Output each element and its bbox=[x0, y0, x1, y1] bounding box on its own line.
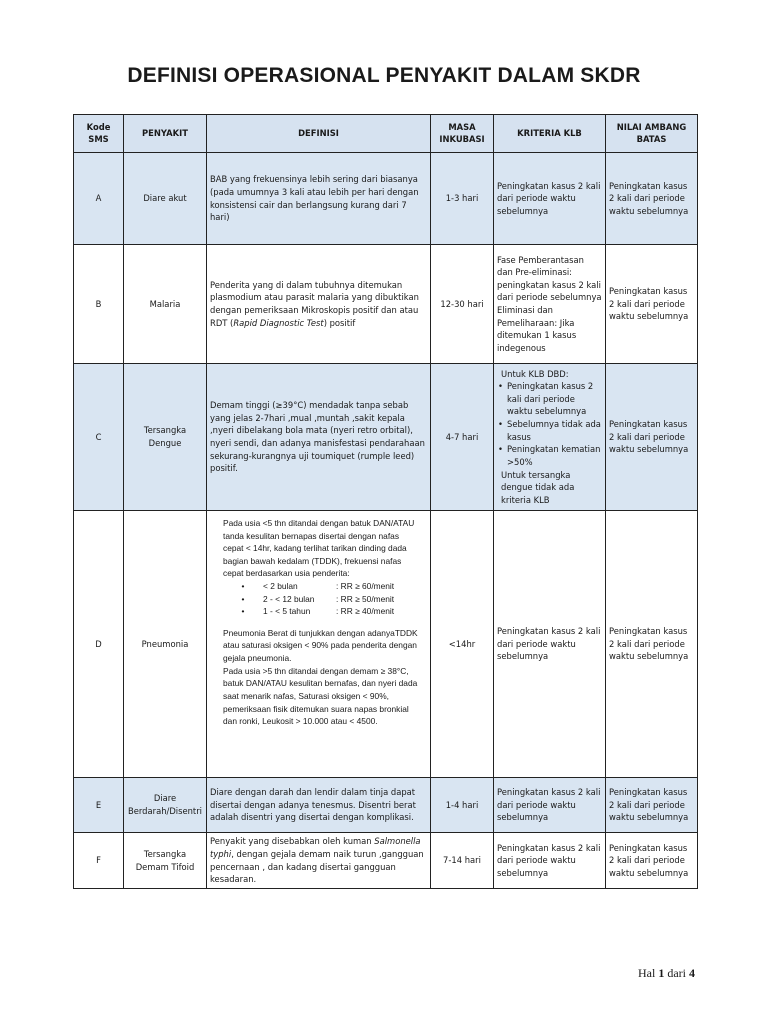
definisi-cell: Demam tinggi (≥39°C) mendadak tanpa sebab yang jelas 2-7hari ,mual ,muntah ,sakit kepala ,nyeri dibelakang bola mata (nyeri retro orbital), nyeri sendi, dan adanya manisfestasi pendarahaan sekurang-kurangnya uji toumiquet (rumple leed) positif. bbox=[207, 364, 431, 511]
page-number bbox=[638, 966, 695, 981]
nilai-cell: Peningkatan kasus 2 kali dari periode waktu sebelumnya bbox=[606, 511, 698, 778]
list-item: • Peningkatan kematian >50% bbox=[497, 443, 602, 468]
kode-cell: B bbox=[74, 245, 124, 364]
kriteria-outro: Untuk tersangka dengue tidak ada kriteria KLB bbox=[501, 469, 575, 505]
kode-cell: F bbox=[74, 833, 124, 889]
rr-value: : RR ≥ 60/menit bbox=[336, 581, 395, 592]
definisi-dewasa: Pada usia >5 thn ditandai dengan demam ≥ 38°C, batuk DAN/ATAU kesulitan bernafas, dan nyeri dada saat menarik nafas, Saturasi oksigen < 90%, pemeriksaan fisik ditemukan suara napas bronkial dan ronki, Leukosit > 10.000 atau < 4500. bbox=[223, 665, 418, 727]
page-total: 4 bbox=[688, 966, 695, 980]
bullet-icon: • bbox=[241, 593, 245, 604]
header-kode: Kode SMS bbox=[74, 115, 124, 153]
bullet-icon: • bbox=[241, 606, 245, 617]
nilai-cell: Peningkatan kasus 2 kali dari periode waktu sebelumnya bbox=[606, 245, 698, 364]
table-row bbox=[74, 778, 698, 833]
nilai-cell: Peningkatan kasus 2 kali dari periode waktu sebelumnya bbox=[606, 778, 698, 833]
masa-cell: <14hr bbox=[431, 511, 494, 778]
rr-value: : RR ≥ 40/menit bbox=[336, 606, 395, 617]
header-nilai: NILAI AMBANG BATAS bbox=[606, 115, 698, 153]
penyakit-cell: Tersangka Dengue bbox=[124, 364, 207, 511]
masa-cell: 4-7 hari bbox=[431, 364, 494, 511]
rr-row bbox=[223, 605, 420, 618]
kode-cell: E bbox=[74, 778, 124, 833]
kode-cell: C bbox=[74, 364, 124, 511]
rr-value: : RR ≥ 50/menit bbox=[336, 593, 395, 604]
table-row bbox=[74, 511, 698, 778]
page-current: 1 bbox=[658, 966, 665, 980]
definisi-text: ) positif bbox=[323, 317, 356, 328]
kriteria-list bbox=[497, 380, 602, 468]
header-penyakit: PENYAKIT bbox=[124, 115, 207, 153]
kode-cell: D bbox=[74, 511, 124, 778]
rr-age: < 2 bulan bbox=[263, 581, 298, 592]
nilai-cell: Peningkatan kasus 2 kali dari periode waktu sebelumnya bbox=[606, 153, 698, 245]
list-item: • Sebelumnya tidak ada kasus bbox=[497, 418, 602, 443]
header-kriteria: KRITERIA KLB bbox=[494, 115, 606, 153]
definisi-text: Penderita yang di dalam tubuhnya ditemukan plasmodium atau parasit malaria yang dibuktikan dengan pemeriksaan Mikroskopis positif dan atau RDT ( bbox=[210, 279, 419, 328]
masa-cell: 1-4 hari bbox=[431, 778, 494, 833]
definisi-italic: Rapid Diagnostic Test bbox=[233, 317, 324, 328]
definisi-cell: Diare dengan darah dan lendir dalam tinja dapat disertai dengan adanya tenesmus. Disentri berat adalah disentri yang disertai dengan komplikasi. bbox=[207, 778, 431, 833]
kode-cell: A bbox=[74, 153, 124, 245]
definisi-italic: Salmonella typhi bbox=[210, 836, 421, 859]
rr-age: 2 - < 12 bulan bbox=[263, 593, 315, 604]
kriteria-cell: Peningkatan kasus 2 kali dari periode waktu sebelumnya bbox=[494, 833, 606, 889]
masa-cell: 1-3 hari bbox=[431, 153, 494, 245]
page-title: DEFINISI OPERASIONAL PENYAKIT DALAM SKDR bbox=[127, 64, 641, 87]
masa-cell: 12-30 hari bbox=[431, 245, 494, 364]
table-row bbox=[74, 245, 698, 364]
penyakit-cell: Pneumonia bbox=[124, 511, 207, 778]
penyakit-cell: Diare Berdarah/Disentri bbox=[124, 778, 207, 833]
page-prefix: Hal bbox=[638, 966, 659, 980]
kriteria-cell: Peningkatan kasus 2 kali dari periode waktu sebelumnya bbox=[494, 511, 606, 778]
rr-age: 1 - < 5 tahun bbox=[263, 606, 311, 617]
penyakit-cell: Tersangka Demam Tifoid bbox=[124, 833, 207, 889]
bullet-icon: • bbox=[241, 581, 245, 592]
table-row bbox=[74, 364, 698, 511]
definisi-cell bbox=[207, 511, 431, 778]
kriteria-cell: Peningkatan kasus 2 kali dari periode waktu sebelumnya bbox=[494, 153, 606, 245]
list-item: • Peningkatan kasus 2 kali dari periode waktu sebelumnya bbox=[497, 380, 602, 418]
nilai-cell: Peningkatan kasus 2 kali dari periode waktu sebelumnya bbox=[606, 364, 698, 511]
page-mid: dari bbox=[664, 966, 689, 980]
penyakit-cell: Diare akut bbox=[124, 153, 207, 245]
definisi-intro: Pada usia <5 thn ditandai dengan batuk DAN/ATAU tanda kesulitan bernapas disertai dengan nafas cepat < 14hr, kadang terlihat tarikan dinding dada bagian bawah kedalam (TDDK), frekuensi nafas cepat berdasarkan usia penderita: bbox=[223, 518, 415, 579]
rr-row bbox=[223, 593, 420, 606]
table-row bbox=[74, 833, 698, 889]
table-row bbox=[74, 153, 698, 245]
header-definisi: DEFINISI bbox=[207, 115, 431, 153]
definisi-cell: BAB yang frekuensinya lebih sering dari biasanya (pada umumnya 3 kali atau lebih per hari dengan konsistensi cair dan berlangsung kurang dari 7 hari) bbox=[207, 153, 431, 245]
definisi-berat: Pneumonia Berat di tunjukkan dengan adanyaTDDK atau saturasi oksigen < 90% pada penderita dengan gejala pneumonia. bbox=[223, 627, 418, 664]
kriteria-cell: Peningkatan kasus 2 kali dari periode waktu sebelumnya bbox=[494, 778, 606, 833]
definisi-text: Penyakit yang disebabkan oleh kuman bbox=[210, 836, 375, 847]
penyakit-cell: Malaria bbox=[124, 245, 207, 364]
rr-row bbox=[223, 580, 420, 593]
kriteria-cell: Fase Pemberantasan dan Pre-eliminasi: peningkatan kasus 2 kali dari periode sebelumnya Eliminasi dan Pemeliharaan: Jika ditemukan 1 kasus indegenous bbox=[494, 245, 606, 364]
kriteria-intro: Untuk KLB DBD: bbox=[501, 368, 569, 379]
definisi-cell bbox=[207, 833, 431, 889]
definisi-text: , dengan gejala demam naik turun ,gangguan pencernaan , dan kadang disertai gangguan kesadaran. bbox=[210, 848, 424, 885]
definition-table bbox=[73, 114, 698, 889]
masa-cell: 7-14 hari bbox=[431, 833, 494, 889]
definisi-cell bbox=[207, 245, 431, 364]
table-header-row bbox=[74, 115, 698, 153]
kriteria-cell bbox=[494, 364, 606, 511]
nilai-cell: Peningkatan kasus 2 kali dari periode waktu sebelumnya bbox=[606, 833, 698, 889]
header-masa: MASA INKUBASI bbox=[431, 115, 494, 153]
